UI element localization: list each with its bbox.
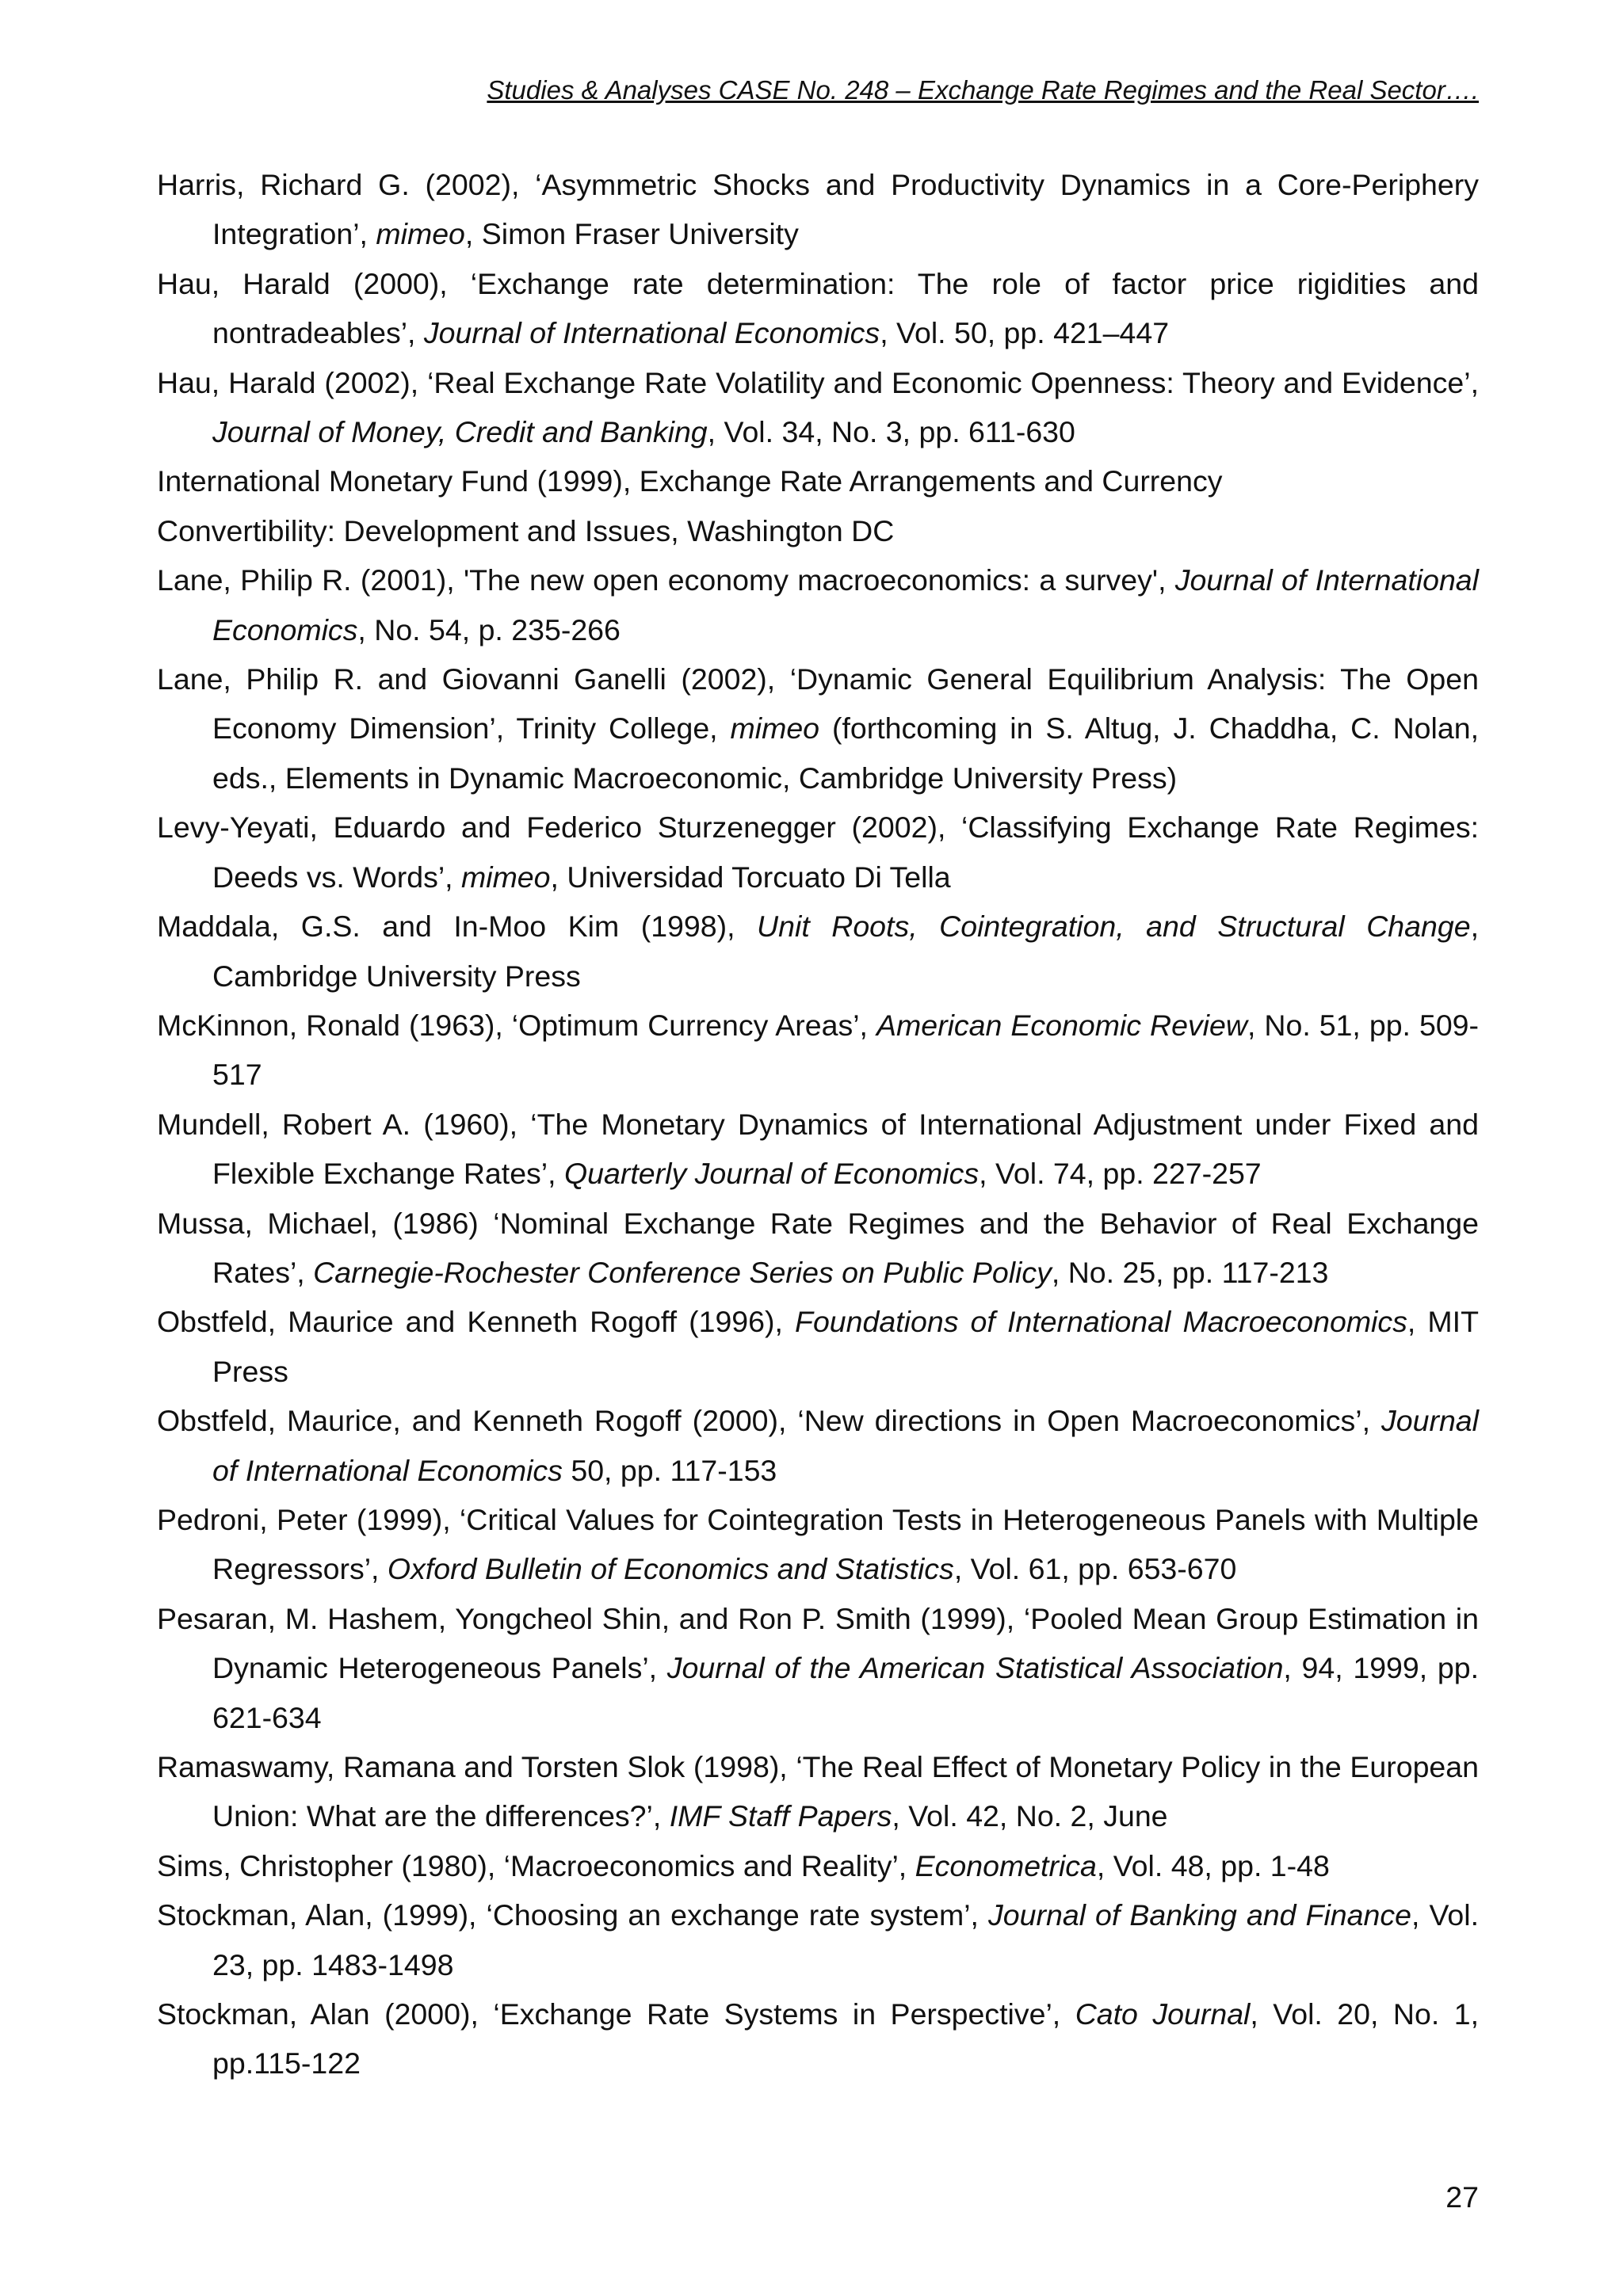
reference-text: International Monetary Fund (1999), Exchange Rate Arrangements and Currency [157, 464, 1223, 498]
reference-text: Mussa, Michael, (1986) ‘Nominal Exchange Rate Regimes and the Behavior of Real Exchange Rates’, [157, 1206, 1479, 1289]
reference-text: , Vol. 50, pp. 421–447 [880, 316, 1170, 350]
reference-italic-text: Oxford Bulletin of Economics and Statistics [387, 1552, 954, 1586]
reference-entry [157, 1890, 1479, 1989]
reference-text: Stockman, Alan (2000), ‘Exchange Rate Systems in Perspective’, [157, 1997, 1075, 2031]
reference-text: , Vol. 74, pp. 227-257 [979, 1157, 1262, 1191]
reference-italic-text: Journal of International Economics [423, 316, 880, 350]
reference-text: Stockman, Alan, (1999), ‘Choosing an exchange rate system’, [157, 1898, 989, 1932]
reference-italic-text: Journal of the American Statistical Association [666, 1651, 1284, 1685]
reference-italic-text: Journal of Money, Credit and Banking [212, 415, 708, 449]
reference-text: Maddala, G.S. and In-Moo Kim (1998), [157, 910, 758, 944]
page-number: 27 [1445, 2180, 1479, 2214]
reference-text: Hau, Harald (2002), ‘Real Exchange Rate Volatility and Economic Openness: Theory and Evidence’, [157, 365, 1479, 399]
reference-list [157, 160, 1479, 2088]
reference-text: , No. 51, pp. 509-517 [212, 1008, 1480, 1092]
reference-text: McKinnon, Ronald (1963), ‘Optimum Currency Areas’, [157, 1008, 876, 1042]
reference-italic-text: Journal of Banking and Finance [988, 1898, 1411, 1932]
reference-entry [157, 654, 1479, 803]
running-header: Studies & Analyses CASE No. 248 – Exchange Rate Regimes and the Real Sector…. [487, 75, 1479, 105]
reference-text: , MIT Press [212, 1305, 1479, 1388]
reference-entry [157, 1989, 1479, 2088]
reference-text: , Vol. 61, pp. 653-670 [953, 1552, 1237, 1586]
reference-entry [157, 1001, 1479, 1100]
reference-text: , No. 54, p. 235-266 [357, 612, 621, 646]
reference-entry [157, 160, 1479, 259]
reference-italic-text: Quarterly Journal of Economics [563, 1157, 980, 1191]
reference-entry [157, 902, 1479, 1001]
reference-entry [157, 1396, 1479, 1495]
reference-text: Obstfeld, Maurice, and Kenneth Rogoff (2000), ‘New directions in Open Macroeconomics’, [157, 1404, 1381, 1438]
reference-italic-text: Foundations of International Macroeconomics [795, 1305, 1407, 1339]
reference-entry [157, 259, 1479, 358]
reference-italic-text: mimeo [376, 217, 465, 251]
reference-entry [157, 1594, 1479, 1742]
reference-entry [157, 1495, 1479, 1594]
reference-italic-text: Cato Journal [1075, 1997, 1251, 2031]
reference-italic-text: Journal of International Economics [212, 1404, 1479, 1487]
reference-text: Mundell, Robert A. (1960), ‘The Monetary Dynamics of International Adjustment under Fixed and Flexible Exchange Rates’, [157, 1107, 1479, 1191]
reference-text: Convertibility: Development and Issues, Washington DC [157, 513, 895, 547]
reference-italic-text: American Economic Review [876, 1008, 1247, 1042]
reference-italic-text: mimeo [461, 860, 551, 894]
reference-text: Ramaswamy, Ramana and Torsten Slok (1998), ‘The Real Effect of Monetary Policy in the European Union: What are the differences?’, [157, 1750, 1479, 1833]
reference-entry [157, 358, 1479, 457]
reference-text: , Vol. 42, No. 2, June [892, 1799, 1168, 1833]
reference-text: , Universidad Torcuato Di Tella [550, 860, 951, 894]
reference-entry [157, 1100, 1479, 1199]
reference-text: , Simon Fraser University [464, 217, 799, 251]
reference-text: Lane, Philip R. and Giovanni Ganelli (2002), ‘Dynamic General Equilibrium Analysis: The Open Economy Dimension’, Trinity College, [157, 662, 1479, 746]
reference-text: Sims, Christopher (1980), ‘Macroeconomics and Reality’, [157, 1848, 915, 1882]
reference-text: Levy-Yeyati, Eduardo and Federico Sturzenegger (2002), ‘Classifying Exchange Rate Regimes: Deeds vs. Words’, [157, 810, 1479, 894]
reference-text: , Vol. 48, pp. 1-48 [1096, 1848, 1330, 1882]
reference-text: Obstfeld, Maurice and Kenneth Rogoff (1996), [157, 1305, 796, 1339]
reference-entry [157, 1199, 1479, 1298]
reference-entry [157, 456, 1479, 505]
reference-entry [157, 1841, 1479, 1890]
reference-italic-text: Unit Roots, Cointegration, and Structural Change [757, 910, 1471, 944]
reference-text: Lane, Philip R. (2001), 'The new open economy macroeconomics: a survey', [157, 563, 1175, 597]
reference-entry [157, 1742, 1479, 1841]
reference-text: Hau, Harald (2000), ‘Exchange rate determination: The role of factor price rigidities and nontradeables’, [157, 266, 1479, 350]
reference-text: , Cambridge University Press [212, 910, 1479, 993]
reference-text: 50, pp. 117-153 [562, 1453, 777, 1487]
reference-text: , Vol. 20, No. 1, pp.115-122 [212, 1997, 1480, 2081]
reference-entry [157, 555, 1479, 654]
reference-entry [157, 506, 1479, 555]
reference-text: Harris, Richard G. (2002), ‘Asymmetric Shocks and Productivity Dynamics in a Core-Periphery Integration’, [157, 168, 1479, 251]
reference-text: , Vol. 23, pp. 1483-1498 [212, 1898, 1480, 1981]
reference-italic-text: mimeo [730, 711, 820, 746]
reference-entry [157, 1297, 1479, 1396]
reference-italic-text: Carnegie-Rochester Conference Series on Public Policy [313, 1255, 1052, 1289]
reference-text: , No. 25, pp. 117-213 [1051, 1255, 1329, 1289]
reference-text: Pedroni, Peter (1999), ‘Critical Values for Cointegration Tests in Heterogeneous Panels with Multiple Regressors’, [157, 1502, 1479, 1586]
reference-text: (forthcoming in S. Altug, J. Chaddha, C. Nolan, eds., Elements in Dynamic Macroeconomic, Cambridge University Press) [212, 711, 1479, 795]
reference-text: , 94, 1999, pp. 621-634 [212, 1651, 1479, 1734]
reference-text: , Vol. 34, No. 3, pp. 611-630 [707, 415, 1075, 449]
reference-entry [157, 803, 1479, 902]
reference-text: Pesaran, M. Hashem, Yongcheol Shin, and Ron P. Smith (1999), ‘Pooled Mean Group Estimation in Dynamic Heterogeneous Panels’, [157, 1601, 1479, 1685]
reference-italic-text: IMF Staff Papers [669, 1799, 892, 1833]
reference-italic-text: Econometrica [915, 1848, 1097, 1882]
reference-italic-text: Journal of International Economics [212, 563, 1479, 646]
